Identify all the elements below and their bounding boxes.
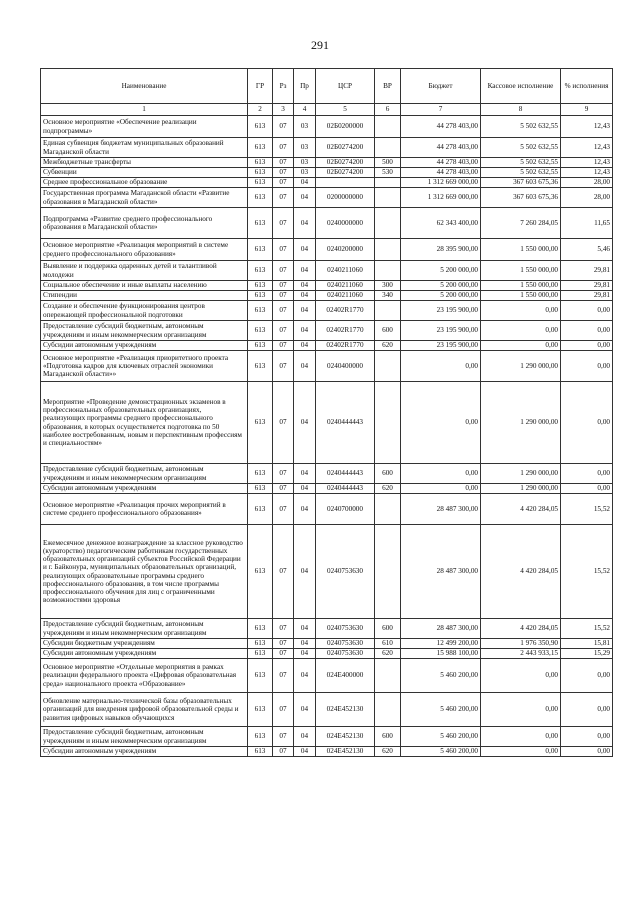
column-number: 4 [294, 104, 316, 116]
table-row [41, 659, 613, 693]
row-name-cell: Основное мероприятие «Реализация приоритетного проекта «Подготовка кадров для ключевых отраслей экономики Магаданской области»» [41, 351, 248, 382]
row-percent-cell: 12,43 [561, 116, 613, 138]
row-name-cell: Основное мероприятие «Реализация прочих мероприятий в системе среднего профессионального образования» [41, 494, 248, 525]
row-budget-cell: 28 487 300,00 [401, 525, 481, 619]
row-vr-cell: 530 [375, 168, 401, 178]
row-percent-cell: 0,00 [561, 747, 613, 757]
row-budget-cell: 0,00 [401, 484, 481, 494]
row-rz-cell: 07 [273, 649, 294, 659]
row-budget-cell: 44 278 403,00 [401, 158, 481, 168]
row-vr-cell: 300 [375, 281, 401, 291]
row-pr-cell: 04 [294, 178, 316, 188]
row-name-cell: Подпрограмма «Развитие среднего профессионального образования в Магаданской области» [41, 208, 248, 239]
row-pr-cell: 04 [294, 484, 316, 494]
row-gr-cell: 613 [248, 747, 273, 757]
column-number-row [41, 104, 613, 116]
row-csr-cell: 0240211060 [316, 291, 375, 301]
row-pr-cell: 04 [294, 208, 316, 239]
row-rz-cell: 07 [273, 464, 294, 484]
row-pr-cell: 04 [294, 281, 316, 291]
row-name-cell: Субвенции [41, 168, 248, 178]
row-cash-cell: 1 550 000,00 [481, 261, 561, 281]
column-number: 3 [273, 104, 294, 116]
row-cash-cell: 1 550 000,00 [481, 291, 561, 301]
row-pr-cell: 03 [294, 158, 316, 168]
row-name-cell: Предоставление субсидий бюджетным, автономным учреждениям и иным некоммерческим организациям [41, 727, 248, 747]
row-cash-cell: 1 290 000,00 [481, 382, 561, 464]
row-cash-cell: 1 550 000,00 [481, 239, 561, 261]
row-rz-cell: 07 [273, 619, 294, 639]
row-budget-cell: 0,00 [401, 464, 481, 484]
table-row [41, 494, 613, 525]
row-pr-cell: 04 [294, 619, 316, 639]
row-rz-cell: 07 [273, 168, 294, 178]
row-csr-cell: 0240444443 [316, 464, 375, 484]
row-name-cell: Субсидии автономным учреждениям [41, 484, 248, 494]
row-csr-cell: 0240700000 [316, 494, 375, 525]
row-budget-cell: 44 278 403,00 [401, 168, 481, 178]
row-rz-cell: 07 [273, 321, 294, 341]
row-vr-cell [375, 382, 401, 464]
row-gr-cell: 613 [248, 649, 273, 659]
row-gr-cell: 613 [248, 239, 273, 261]
row-budget-cell: 28 487 300,00 [401, 619, 481, 639]
row-vr-cell [375, 208, 401, 239]
row-name-cell: Единая субвенция бюджетам муниципальных образований Магаданской области [41, 138, 248, 158]
row-budget-cell: 0,00 [401, 351, 481, 382]
row-rz-cell: 07 [273, 261, 294, 281]
row-pr-cell: 04 [294, 639, 316, 649]
row-csr-cell: 0240444443 [316, 382, 375, 464]
table-row [41, 239, 613, 261]
row-csr-cell: 02Б0274200 [316, 138, 375, 158]
row-rz-cell: 07 [273, 494, 294, 525]
row-csr-cell: 024E452130 [316, 693, 375, 727]
row-pr-cell: 04 [294, 351, 316, 382]
row-percent-cell: 5,46 [561, 239, 613, 261]
row-cash-cell: 4 420 284,05 [481, 525, 561, 619]
row-rz-cell: 07 [273, 116, 294, 138]
row-csr-cell [316, 178, 375, 188]
row-csr-cell: 0240000000 [316, 208, 375, 239]
row-csr-cell: 0240400000 [316, 351, 375, 382]
row-csr-cell: 02402R1770 [316, 301, 375, 321]
row-pr-cell: 04 [294, 464, 316, 484]
row-name-cell: Среднее профессиональное образование [41, 178, 248, 188]
row-percent-cell: 0,00 [561, 341, 613, 351]
row-gr-cell: 613 [248, 464, 273, 484]
row-csr-cell: 0240200000 [316, 239, 375, 261]
row-gr-cell: 613 [248, 261, 273, 281]
row-name-cell: Предоставление субсидий бюджетным, автономным учреждениям и иным некоммерческим организациям [41, 321, 248, 341]
row-budget-cell: 44 278 403,00 [401, 116, 481, 138]
row-name-cell: Создание и обеспечение функционирования центров опережающей профессиональной подготовки [41, 301, 248, 321]
row-pr-cell: 04 [294, 239, 316, 261]
row-rz-cell: 07 [273, 208, 294, 239]
table-row [41, 158, 613, 168]
row-csr-cell: 024E400000 [316, 659, 375, 693]
row-budget-cell: 5 460 200,00 [401, 727, 481, 747]
row-csr-cell: 0200000000 [316, 188, 375, 208]
row-pr-cell: 04 [294, 382, 316, 464]
row-pr-cell: 04 [294, 291, 316, 301]
row-pr-cell: 04 [294, 649, 316, 659]
row-budget-cell: 23 195 900,00 [401, 321, 481, 341]
row-cash-cell: 0,00 [481, 747, 561, 757]
row-budget-cell: 23 195 900,00 [401, 301, 481, 321]
row-gr-cell: 613 [248, 639, 273, 649]
row-name-cell: Межбюджетные трансферты [41, 158, 248, 168]
table-row [41, 525, 613, 619]
row-name-cell: Субсидии бюджетным учреждениям [41, 639, 248, 649]
row-vr-cell [375, 178, 401, 188]
row-budget-cell: 5 200 000,00 [401, 261, 481, 281]
row-percent-cell: 0,00 [561, 484, 613, 494]
row-gr-cell: 613 [248, 168, 273, 178]
header-budget: Бюджет [401, 69, 481, 104]
row-csr-cell: 0240753630 [316, 525, 375, 619]
row-rz-cell: 07 [273, 639, 294, 649]
row-cash-cell: 0,00 [481, 341, 561, 351]
row-name-cell: Субсидии автономным учреждениям [41, 747, 248, 757]
row-csr-cell: 02Б0274200 [316, 168, 375, 178]
row-percent-cell: 15,52 [561, 525, 613, 619]
row-percent-cell: 29,81 [561, 261, 613, 281]
row-cash-cell: 0,00 [481, 301, 561, 321]
row-percent-cell: 0,00 [561, 301, 613, 321]
header-cash-execution: Кассовое исполнение [481, 69, 561, 104]
row-percent-cell: 12,43 [561, 168, 613, 178]
row-cash-cell: 4 420 284,05 [481, 494, 561, 525]
column-number: 5 [316, 104, 375, 116]
row-percent-cell: 0,00 [561, 693, 613, 727]
row-gr-cell: 613 [248, 484, 273, 494]
row-budget-cell: 12 499 200,00 [401, 639, 481, 649]
row-name-cell: Субсидии автономным учреждениям [41, 341, 248, 351]
row-name-cell: Субсидии автономным учреждениям [41, 649, 248, 659]
table-row [41, 178, 613, 188]
row-percent-cell: 0,00 [561, 351, 613, 382]
row-vr-cell: 620 [375, 341, 401, 351]
row-rz-cell: 07 [273, 659, 294, 693]
row-cash-cell: 1 550 000,00 [481, 281, 561, 291]
row-gr-cell: 613 [248, 341, 273, 351]
row-csr-cell: 02Б0200000 [316, 116, 375, 138]
header-csr: ЦСР [316, 69, 375, 104]
row-name-cell: Социальное обеспечение и иные выплаты населению [41, 281, 248, 291]
row-vr-cell [375, 239, 401, 261]
row-csr-cell: 0240211060 [316, 261, 375, 281]
row-gr-cell: 613 [248, 525, 273, 619]
row-percent-cell: 29,81 [561, 291, 613, 301]
table-row [41, 138, 613, 158]
row-cash-cell: 5 502 632,55 [481, 116, 561, 138]
row-budget-cell: 5 460 200,00 [401, 747, 481, 757]
row-rz-cell: 07 [273, 178, 294, 188]
row-pr-cell: 04 [294, 494, 316, 525]
row-cash-cell: 0,00 [481, 321, 561, 341]
row-rz-cell: 07 [273, 301, 294, 321]
row-budget-cell: 23 195 900,00 [401, 341, 481, 351]
row-pr-cell: 03 [294, 138, 316, 158]
row-budget-cell: 5 460 200,00 [401, 659, 481, 693]
table-row [41, 727, 613, 747]
row-cash-cell: 1 976 350,90 [481, 639, 561, 649]
row-percent-cell: 15,81 [561, 639, 613, 649]
row-vr-cell: 620 [375, 747, 401, 757]
row-percent-cell: 0,00 [561, 659, 613, 693]
row-csr-cell: 0240753630 [316, 639, 375, 649]
row-percent-cell: 15,52 [561, 494, 613, 525]
row-vr-cell [375, 188, 401, 208]
row-csr-cell: 024E452130 [316, 727, 375, 747]
row-cash-cell: 0,00 [481, 693, 561, 727]
row-gr-cell: 613 [248, 178, 273, 188]
budget-execution-table [40, 68, 613, 757]
row-rz-cell: 07 [273, 693, 294, 727]
row-pr-cell: 04 [294, 301, 316, 321]
row-gr-cell: 613 [248, 301, 273, 321]
row-budget-cell: 44 278 403,00 [401, 138, 481, 158]
row-name-cell: Обновление материально-технической базы образовательных организаций для внедрения цифровой образовательной среды и развития цифровых навыков обучающихся [41, 693, 248, 727]
row-cash-cell: 1 290 000,00 [481, 351, 561, 382]
row-pr-cell: 04 [294, 747, 316, 757]
row-budget-cell: 0,00 [401, 382, 481, 464]
row-budget-cell: 1 312 669 000,00 [401, 178, 481, 188]
row-cash-cell: 367 603 675,36 [481, 178, 561, 188]
row-name-cell: Мероприятие «Проведение демонстрационных экзаменов в профессиональных образовательных организациях, реализующих программы среднего профессионального образования, в которых осуществляется подготовка по 50 наиболее востребованным, новым и перспективным профессиям и специальностям» [41, 382, 248, 464]
table-row [41, 464, 613, 484]
row-csr-cell: 02Б0274200 [316, 158, 375, 168]
row-budget-cell: 5 200 000,00 [401, 281, 481, 291]
table-row [41, 208, 613, 239]
row-vr-cell [375, 301, 401, 321]
row-pr-cell: 04 [294, 341, 316, 351]
row-budget-cell: 5 460 200,00 [401, 693, 481, 727]
row-gr-cell: 613 [248, 659, 273, 693]
row-gr-cell: 613 [248, 351, 273, 382]
row-rz-cell: 07 [273, 382, 294, 464]
row-budget-cell: 5 200 000,00 [401, 291, 481, 301]
row-pr-cell: 04 [294, 525, 316, 619]
row-percent-cell: 28,00 [561, 178, 613, 188]
row-vr-cell [375, 261, 401, 281]
row-gr-cell: 613 [248, 494, 273, 525]
row-cash-cell: 5 502 632,55 [481, 158, 561, 168]
table-row [41, 281, 613, 291]
column-number: 8 [481, 104, 561, 116]
row-budget-cell: 62 343 400,00 [401, 208, 481, 239]
row-rz-cell: 07 [273, 291, 294, 301]
row-percent-cell: 0,00 [561, 321, 613, 341]
row-vr-cell: 620 [375, 649, 401, 659]
table-row [41, 351, 613, 382]
row-vr-cell [375, 693, 401, 727]
row-csr-cell: 0240444443 [316, 484, 375, 494]
row-rz-cell: 07 [273, 188, 294, 208]
row-gr-cell: 613 [248, 158, 273, 168]
column-number: 9 [561, 104, 613, 116]
row-pr-cell: 04 [294, 188, 316, 208]
column-number: 6 [375, 104, 401, 116]
page-number: 291 [311, 38, 329, 52]
row-rz-cell: 07 [273, 158, 294, 168]
row-name-cell: Предоставление субсидий бюджетным, автономным учреждениям и иным некоммерческим организациям [41, 464, 248, 484]
row-gr-cell: 613 [248, 281, 273, 291]
column-number: 7 [401, 104, 481, 116]
row-rz-cell: 07 [273, 138, 294, 158]
row-name-cell: Ежемесячное денежное вознаграждение за классное руководство (кураторство) педагогическим работникам государственных образовательных организаций субъектов Российской Федерации и г. Байконура, муниципальных образовательных организаций, реализующих образовательные программы среднего профессионального образования, в том числе программы профессионального обучения для лиц с ограниченными возможностями здоровья [41, 525, 248, 619]
row-pr-cell: 04 [294, 261, 316, 281]
row-name-cell: Стипендии [41, 291, 248, 301]
row-budget-cell: 15 988 100,00 [401, 649, 481, 659]
row-percent-cell: 15,52 [561, 619, 613, 639]
row-gr-cell: 613 [248, 138, 273, 158]
row-percent-cell: 0,00 [561, 382, 613, 464]
row-name-cell: Государственная программа Магаданской области «Развитие образования в Магаданской области» [41, 188, 248, 208]
row-csr-cell: 0240753630 [316, 649, 375, 659]
row-percent-cell: 28,00 [561, 188, 613, 208]
row-vr-cell: 600 [375, 321, 401, 341]
row-pr-cell: 04 [294, 693, 316, 727]
row-percent-cell: 15,29 [561, 649, 613, 659]
row-percent-cell: 29,81 [561, 281, 613, 291]
row-rz-cell: 07 [273, 525, 294, 619]
row-rz-cell: 07 [273, 281, 294, 291]
table-row [41, 168, 613, 178]
row-percent-cell: 0,00 [561, 464, 613, 484]
row-percent-cell: 12,43 [561, 138, 613, 158]
table-row [41, 649, 613, 659]
row-rz-cell: 07 [273, 727, 294, 747]
row-pr-cell: 03 [294, 168, 316, 178]
row-percent-cell: 11,65 [561, 208, 613, 239]
table-row [41, 116, 613, 138]
column-number: 2 [248, 104, 273, 116]
row-percent-cell: 12,43 [561, 158, 613, 168]
row-gr-cell: 613 [248, 208, 273, 239]
row-rz-cell: 07 [273, 341, 294, 351]
row-gr-cell: 613 [248, 619, 273, 639]
table-row [41, 321, 613, 341]
row-gr-cell: 613 [248, 291, 273, 301]
table-row [41, 693, 613, 727]
row-rz-cell: 07 [273, 747, 294, 757]
row-pr-cell: 04 [294, 321, 316, 341]
header-vr: ВР [375, 69, 401, 104]
table-body [41, 116, 613, 757]
row-cash-cell: 0,00 [481, 659, 561, 693]
row-vr-cell [375, 494, 401, 525]
header-gr: ГР [248, 69, 273, 104]
row-cash-cell: 0,00 [481, 727, 561, 747]
row-csr-cell: 02402R1770 [316, 341, 375, 351]
row-csr-cell: 024E452130 [316, 747, 375, 757]
row-pr-cell: 03 [294, 116, 316, 138]
row-rz-cell: 07 [273, 239, 294, 261]
row-vr-cell: 600 [375, 727, 401, 747]
table-row [41, 341, 613, 351]
row-gr-cell: 613 [248, 382, 273, 464]
header-name: Наименование [41, 69, 248, 104]
row-percent-cell: 0,00 [561, 727, 613, 747]
row-pr-cell: 04 [294, 727, 316, 747]
row-name-cell: Основное мероприятие «Обеспечение реализации подпрограммы» [41, 116, 248, 138]
row-vr-cell: 340 [375, 291, 401, 301]
row-name-cell: Выявление и поддержка одаренных детей и талантливой молодежи [41, 261, 248, 281]
row-gr-cell: 613 [248, 116, 273, 138]
table-header-row [41, 69, 613, 104]
row-gr-cell: 613 [248, 693, 273, 727]
row-name-cell: Основное мероприятие «Отдельные мероприятия в рамках реализации федерального проекта «Цифровая образовательная среда» национального проекта «Образование» [41, 659, 248, 693]
row-vr-cell: 600 [375, 619, 401, 639]
row-vr-cell [375, 116, 401, 138]
header-execution-percent: % исполнения [561, 69, 613, 104]
row-cash-cell: 1 290 000,00 [481, 484, 561, 494]
table-row [41, 261, 613, 281]
table-row [41, 188, 613, 208]
header-rz: Рз [273, 69, 294, 104]
table-row [41, 382, 613, 464]
table-row [41, 301, 613, 321]
table-row [41, 639, 613, 649]
row-rz-cell: 07 [273, 351, 294, 382]
row-rz-cell: 07 [273, 484, 294, 494]
row-vr-cell [375, 659, 401, 693]
column-number: 1 [41, 104, 248, 116]
row-vr-cell: 600 [375, 464, 401, 484]
row-vr-cell: 620 [375, 484, 401, 494]
table-row [41, 484, 613, 494]
row-csr-cell: 0240211060 [316, 281, 375, 291]
row-budget-cell: 28 487 300,00 [401, 494, 481, 525]
row-gr-cell: 613 [248, 321, 273, 341]
header-pr: Пр [294, 69, 316, 104]
row-cash-cell: 2 443 933,15 [481, 649, 561, 659]
row-budget-cell: 28 395 900,00 [401, 239, 481, 261]
row-vr-cell [375, 351, 401, 382]
row-vr-cell: 610 [375, 639, 401, 649]
row-gr-cell: 613 [248, 727, 273, 747]
row-gr-cell: 613 [248, 188, 273, 208]
table-row [41, 747, 613, 757]
row-vr-cell [375, 525, 401, 619]
row-cash-cell: 1 290 000,00 [481, 464, 561, 484]
table-row [41, 291, 613, 301]
row-pr-cell: 04 [294, 659, 316, 693]
table-row [41, 619, 613, 639]
row-vr-cell: 500 [375, 158, 401, 168]
row-cash-cell: 5 502 632,55 [481, 138, 561, 158]
row-cash-cell: 7 260 284,05 [481, 208, 561, 239]
row-cash-cell: 4 420 284,05 [481, 619, 561, 639]
row-csr-cell: 0240753630 [316, 619, 375, 639]
row-budget-cell: 1 312 669 000,00 [401, 188, 481, 208]
row-name-cell: Основное мероприятие «Реализация мероприятий в системе среднего профессионального образования» [41, 239, 248, 261]
row-cash-cell: 367 603 675,36 [481, 188, 561, 208]
row-name-cell: Предоставление субсидий бюджетным, автономным учреждениям и иным некоммерческим организациям [41, 619, 248, 639]
row-csr-cell: 02402R1770 [316, 321, 375, 341]
row-vr-cell [375, 138, 401, 158]
row-cash-cell: 5 502 632,55 [481, 168, 561, 178]
